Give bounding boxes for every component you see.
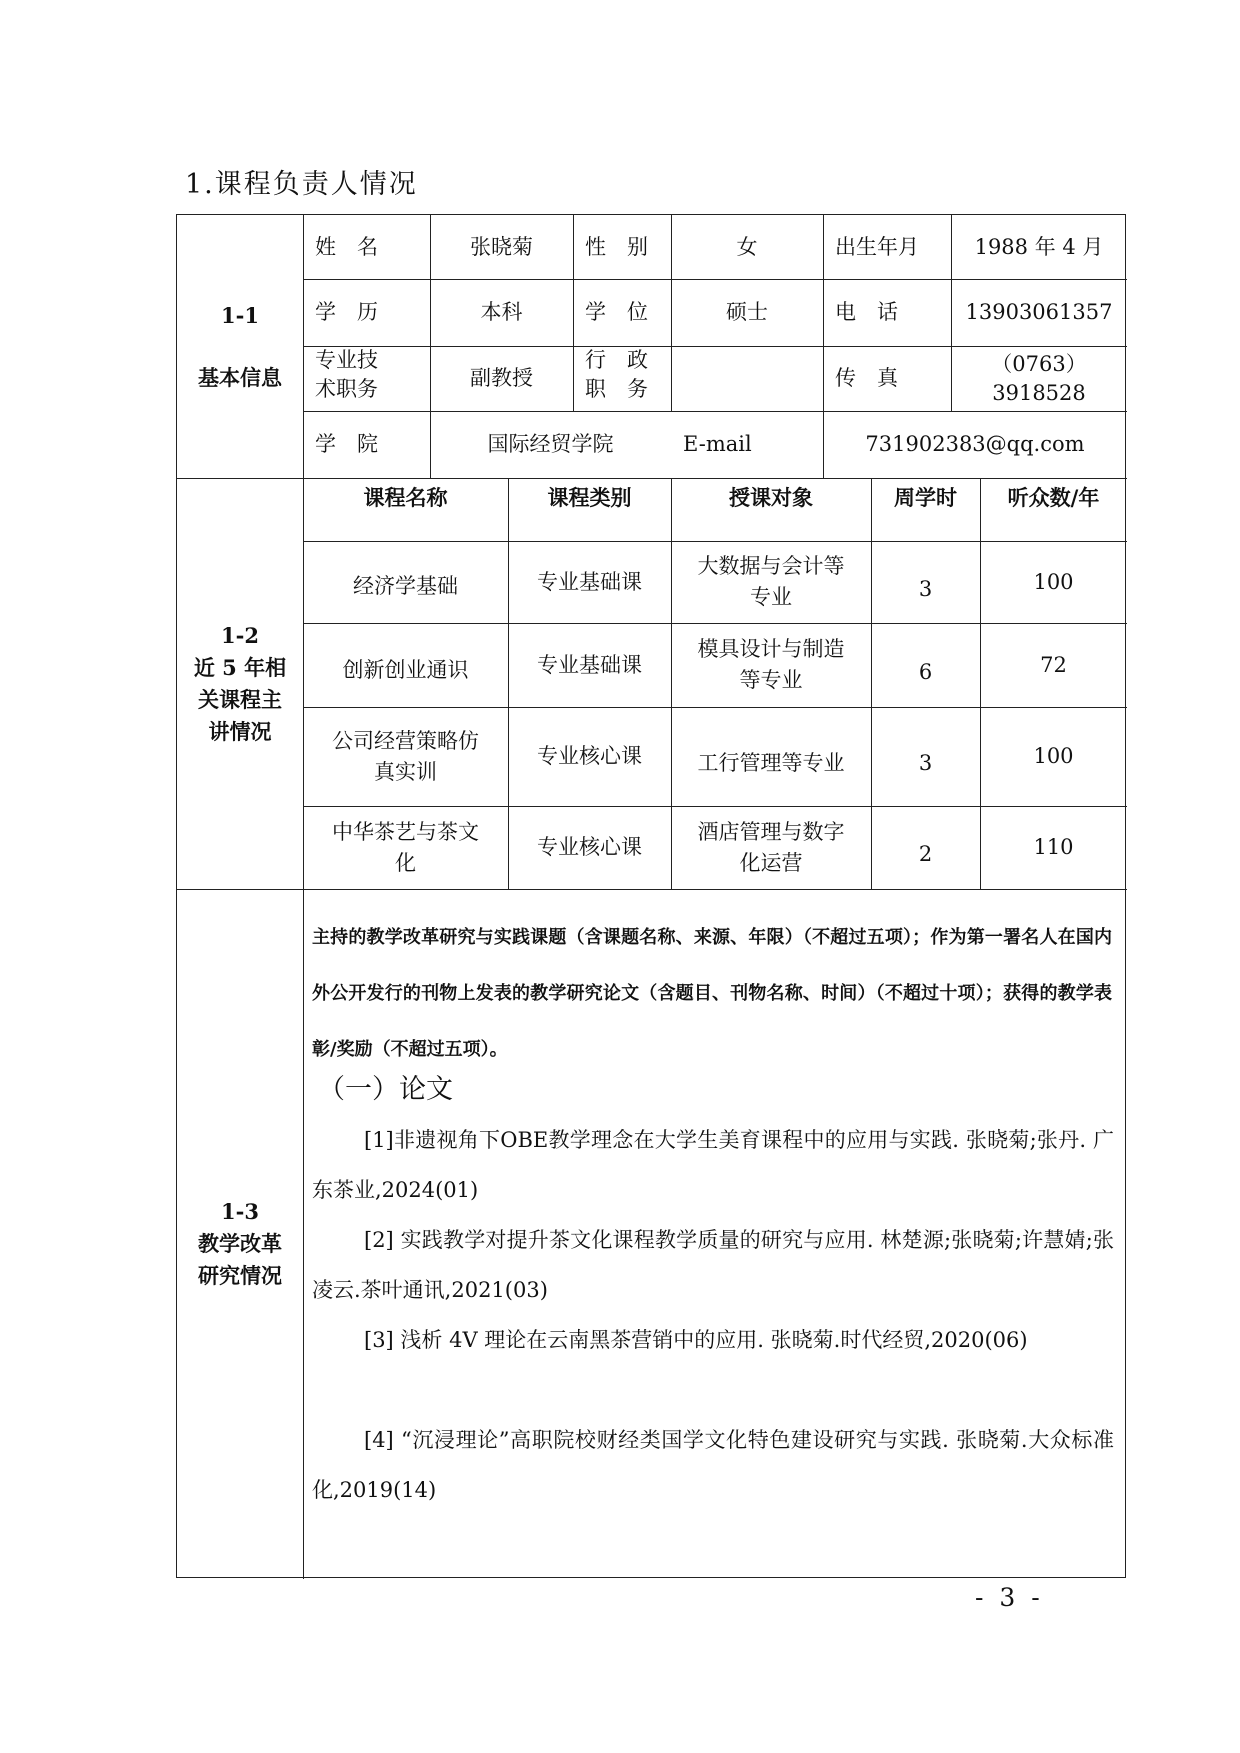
course-target-line1: 模具设计与制造 bbox=[697, 637, 845, 661]
college-label: 学 院 bbox=[315, 432, 378, 456]
professional-title-label-line2: 术职务 bbox=[315, 377, 378, 401]
list-item: [2] 实践教学对提升茶文化课程教学质量的研究与应用. 林楚源;张晓菊;许慧婧;张凌云.茶叶通讯,2021(03) bbox=[312, 1228, 1114, 1302]
phone-value: 13903061357 bbox=[965, 300, 1113, 324]
course-target bbox=[671, 707, 871, 806]
fax-value-line1: （0763） bbox=[991, 351, 1087, 376]
section-2-name-line3: 讲情况 bbox=[208, 718, 272, 744]
header-target: 授课对象 bbox=[729, 485, 813, 510]
course-name-line1: 经济学基础 bbox=[353, 573, 458, 598]
course-name-line1: 创新创业通识 bbox=[342, 657, 469, 682]
section-3-code: 1-3 bbox=[221, 1199, 259, 1224]
email-value: 731902383@qq.com bbox=[865, 432, 1085, 456]
course-audience: 72 bbox=[1040, 652, 1067, 677]
admin-position-label bbox=[573, 346, 671, 411]
fax-value bbox=[951, 346, 1127, 411]
course-name-line1: 中华茶艺与茶文 bbox=[332, 819, 479, 844]
list-item: [3] 浅析 4V 理论在云南黑茶营销中的应用. 张晓菊.时代经贸,2020(06) bbox=[364, 1328, 1028, 1352]
section-2-name-line1: 近 5 年相 bbox=[193, 654, 287, 680]
section-1-code: 1-1 bbox=[221, 302, 259, 328]
email-label: E-mail bbox=[683, 432, 752, 456]
page-number: - 3 - bbox=[975, 1583, 1044, 1612]
name-value: 张晓菊 bbox=[470, 234, 533, 259]
section-3-name-line2: 研究情况 bbox=[198, 1263, 282, 1288]
professional-title-value: 副教授 bbox=[470, 366, 533, 390]
course-type: 专业核心课 bbox=[537, 744, 642, 768]
course-target-line2: 等专业 bbox=[739, 668, 803, 692]
header-weekly-hours: 周学时 bbox=[894, 485, 957, 510]
college-value: 国际经贸学院 bbox=[487, 432, 614, 456]
course-hours: 3 bbox=[918, 751, 933, 775]
course-target bbox=[671, 806, 871, 889]
course-type: 专业基础课 bbox=[537, 569, 642, 594]
gender-label: 性 别 bbox=[585, 234, 648, 259]
course-target bbox=[671, 623, 871, 707]
course-target-line2: 化运营 bbox=[739, 850, 803, 875]
course-hours: 6 bbox=[918, 659, 933, 684]
table-row bbox=[303, 623, 508, 707]
admin-position-label-line2: 职 务 bbox=[585, 377, 648, 401]
fax-value-line2: 3918528 bbox=[992, 380, 1086, 405]
admin-position-value bbox=[671, 346, 823, 411]
table-row bbox=[303, 707, 508, 806]
professional-title-label bbox=[303, 346, 430, 411]
course-name-line2: 化 bbox=[395, 850, 416, 875]
professional-title-label-line1: 专业技 bbox=[315, 348, 378, 372]
birth-value: 1988 年 4 月 bbox=[974, 234, 1104, 259]
course-target-line1: 工行管理等专业 bbox=[697, 751, 845, 775]
section-1-name: 基本信息 bbox=[198, 364, 282, 390]
header-course-name: 课程名称 bbox=[363, 485, 448, 510]
header-course-type: 课程类别 bbox=[547, 485, 632, 510]
name-label: 姓 名 bbox=[315, 234, 378, 259]
section-2-code: 1-2 bbox=[221, 622, 259, 648]
education-value: 本科 bbox=[480, 300, 523, 324]
table-row bbox=[303, 541, 508, 623]
birth-label: 出生年月 bbox=[835, 234, 919, 259]
papers-heading: （一）论文 bbox=[318, 1074, 453, 1105]
course-audience: 100 bbox=[1033, 569, 1074, 594]
section-1-label bbox=[177, 215, 303, 478]
course-target-line2: 专业 bbox=[750, 585, 792, 609]
section-2-label bbox=[177, 478, 303, 889]
admin-position-label-line1: 行 政 bbox=[585, 348, 648, 372]
course-audience: 100 bbox=[1033, 744, 1074, 768]
section-2-name-line2: 关课程主 bbox=[198, 686, 282, 712]
course-target-line1: 酒店管理与数字 bbox=[697, 819, 845, 844]
education-label: 学 历 bbox=[315, 300, 378, 324]
course-name-line2: 真实训 bbox=[374, 759, 437, 784]
course-audience: 110 bbox=[1033, 835, 1074, 859]
phone-label: 电 话 bbox=[835, 300, 898, 324]
course-hours: 2 bbox=[918, 842, 933, 866]
gender-value: 女 bbox=[736, 234, 758, 259]
course-hours: 3 bbox=[918, 576, 933, 601]
course-target-line1: 大数据与会计等 bbox=[697, 554, 845, 578]
section-title: 1.课程负责人情况 bbox=[185, 169, 418, 200]
course-type: 专业核心课 bbox=[537, 835, 642, 859]
table-row bbox=[303, 806, 508, 889]
list-item: [4] “沉浸理论”高职院校财经类国学文化特色建设研究与实践. 张晓菊.大众标准化,2019(14) bbox=[312, 1428, 1114, 1502]
degree-value: 硕士 bbox=[726, 300, 768, 324]
fax-label: 传 真 bbox=[835, 366, 898, 390]
info-table bbox=[176, 214, 1126, 1578]
degree-label: 学 位 bbox=[585, 300, 648, 324]
reform-intro-text: 主持的教学改革研究与实践课题（含课题名称、来源、年限）（不超过五项）；作为第一署名人在国内外公开发行的刊物上发表的教学研究论文（含题目、刊物名称、时间）（不超过十项）；获得的教学表彰/奖励（不超过五项）。 bbox=[312, 927, 1112, 1060]
section-3-label bbox=[177, 889, 303, 1579]
course-target bbox=[671, 541, 871, 623]
section-3-name-line1: 教学改革 bbox=[198, 1231, 282, 1256]
course-name-line1: 公司经营策略仿 bbox=[332, 728, 479, 753]
list-item: [1]非遗视角下OBE教学理念在大学生美育课程中的应用与实践. 张晓菊;张丹. 广东茶业,2024(01) bbox=[312, 1128, 1114, 1202]
header-audience: 听众数/年 bbox=[1007, 485, 1100, 510]
course-type: 专业基础课 bbox=[537, 652, 642, 677]
